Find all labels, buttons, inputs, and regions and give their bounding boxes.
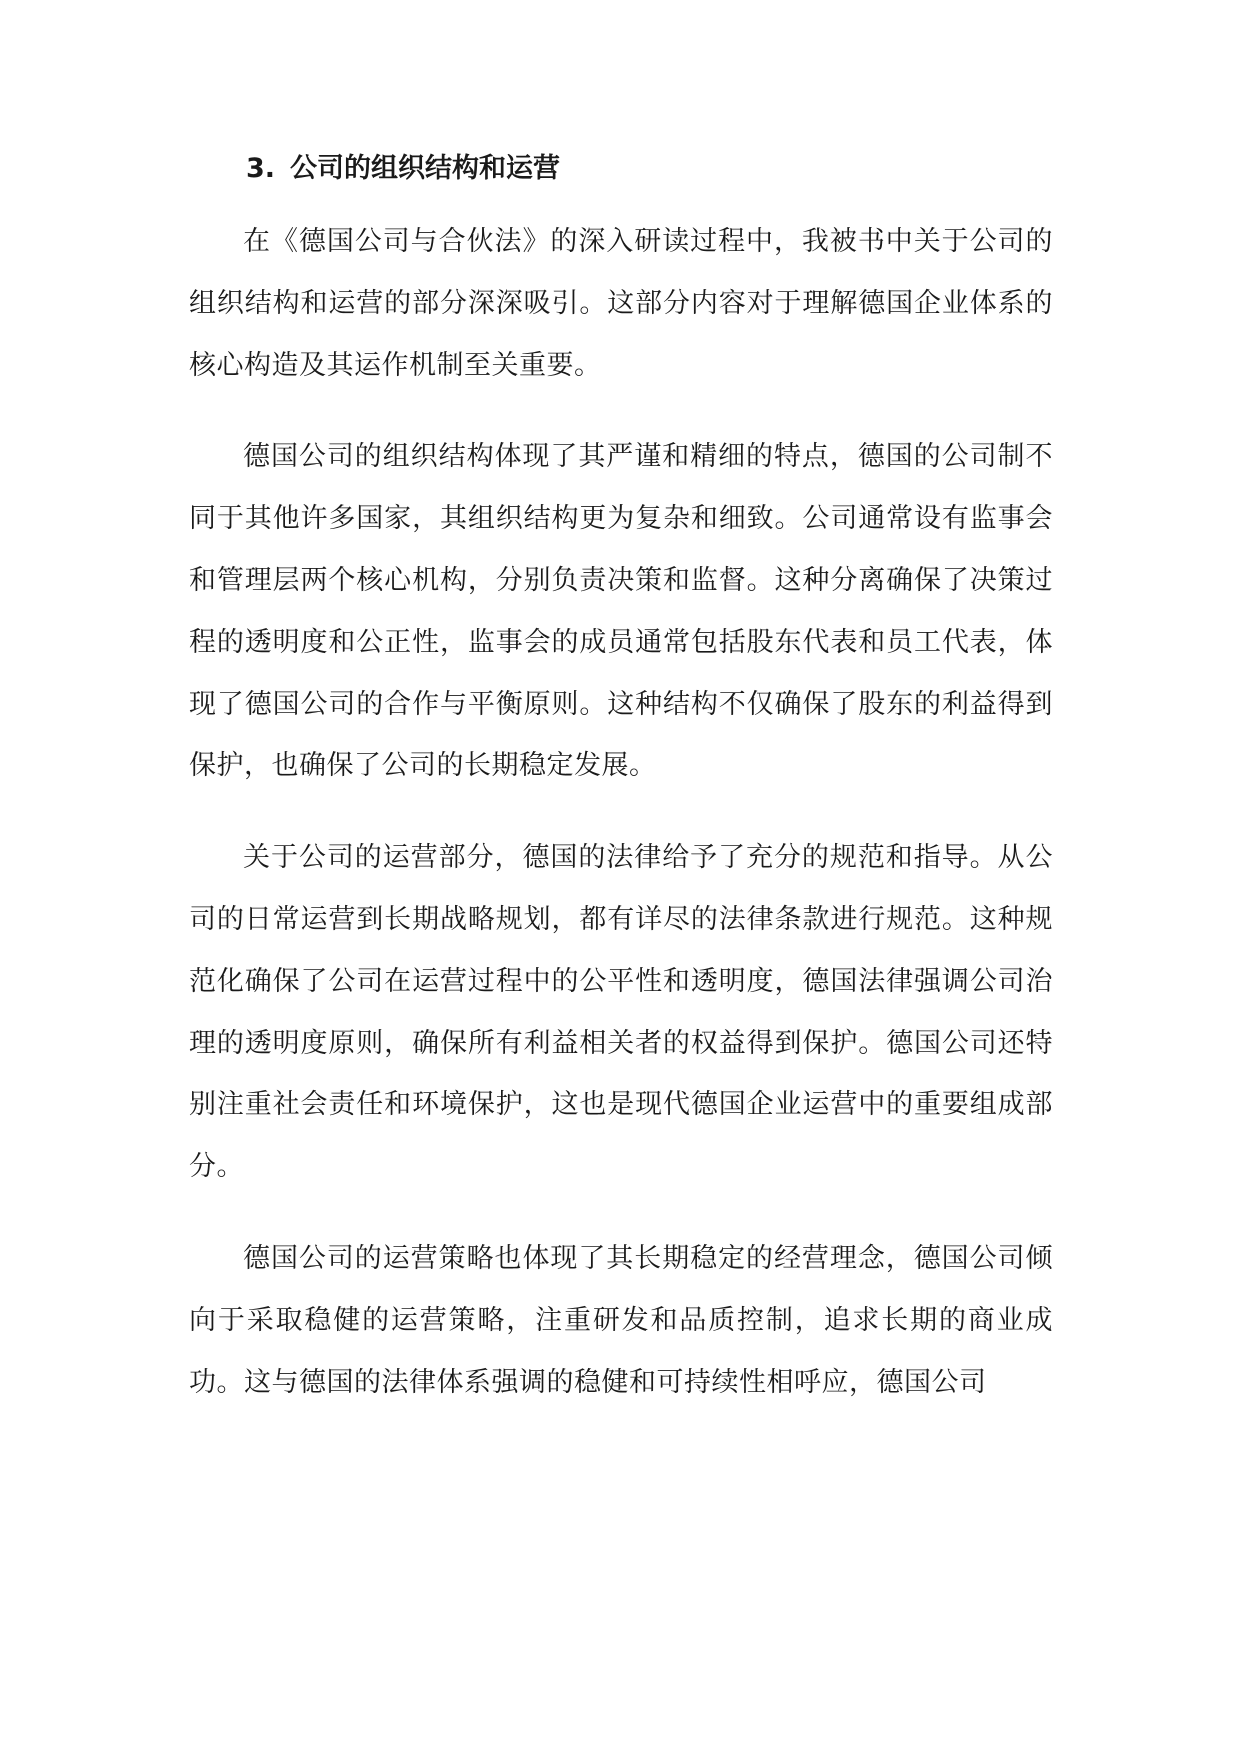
section-number: 3. (246, 153, 276, 184)
section-title: 公司的组织结构和运营 (290, 153, 560, 184)
paragraph-4: 德国公司的运营策略也体现了其长期稳定的经营理念，德国公司倾向于采取稳健的运营策略，注重研发和品质控制，追求长期的商业成功。这与德国的法律体系强调的稳健和可持续性相呼应，德国公司 (189, 1242, 1053, 1398)
paragraph-2: 德国公司的组织结构体现了其严谨和精细的特点，德国的公司制不同于其他许多国家，其组织结构更为复杂和细致。公司通常设有监事会和管理层两个核心机构，分别负责决策和监督。这种分离确保了决策过程的透明度和公正性，监事会的成员通常包括股东代表和员工代表，体现了德国公司的合作与平衡原则。这种结构不仅确保了股东的利益得到保护，也确保了公司的长期稳定发展。 (189, 441, 1053, 782)
paragraph-1: 在《德国公司与合伙法》的深入研读过程中，我被书中关于公司的组织结构和运营的部分深深吸引。这部分内容对于理解德国企业体系的核心构造及其运作机制至关重要。 (189, 226, 1053, 381)
paragraph-3: 关于公司的运营部分，德国的法律给予了充分的规范和指导。从公司的日常运营到长期战略规划，都有详尽的法律条款进行规范。这种规范化确保了公司在运营过程中的公平性和透明度，德国法律强调公司治理的透明度原则，确保所有利益相关者的权益得到保护。德国公司还特别注重社会责任和环境保护，这也是现代德国企业运营中的重要组成部分。 (189, 842, 1053, 1183)
section-heading (189, 150, 1053, 188)
document-body (189, 150, 1053, 1413)
